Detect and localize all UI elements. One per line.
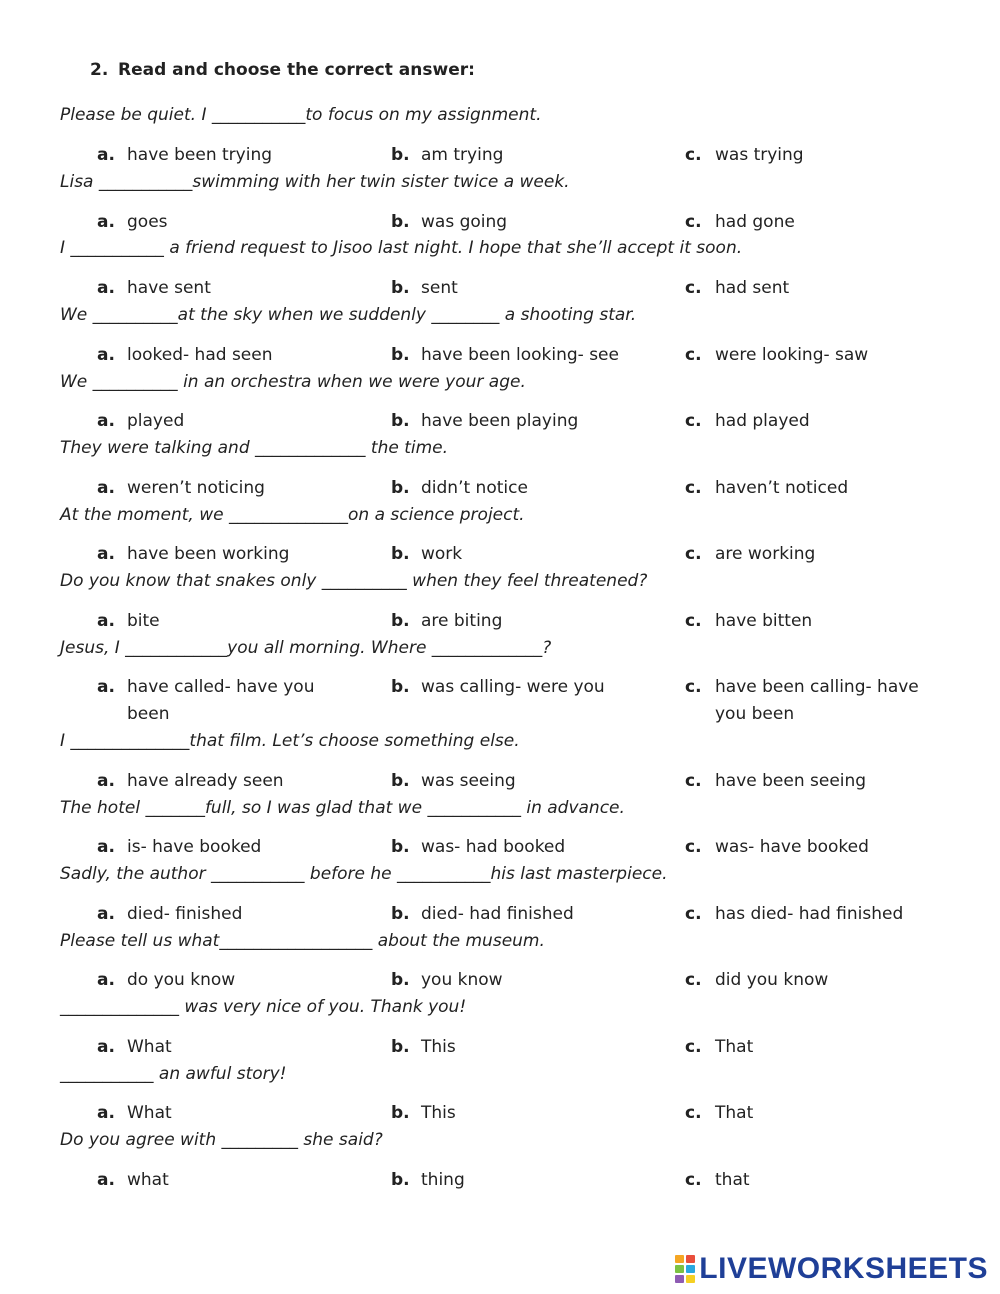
option-letter: a. — [97, 904, 115, 924]
option-letter: a. — [97, 970, 115, 990]
option-letter: c. — [685, 345, 702, 365]
option-b[interactable] — [391, 834, 661, 861]
option-letter: b. — [391, 1170, 410, 1190]
option-b[interactable] — [391, 275, 661, 302]
option-b[interactable] — [391, 768, 661, 795]
option-b[interactable] — [391, 967, 661, 994]
option-letter: c. — [685, 970, 702, 990]
option-b[interactable] — [391, 342, 661, 369]
option-c[interactable] — [685, 1167, 945, 1194]
option-letter: b. — [391, 345, 410, 365]
question-text: Sadly, the author ___________ before he ___________his last masterpiece. — [60, 864, 668, 884]
option-letter: a. — [97, 145, 115, 165]
option-text: was trying — [715, 145, 804, 165]
option-text: played — [127, 411, 185, 431]
option-a[interactable] — [97, 1034, 357, 1061]
option-a[interactable] — [97, 209, 357, 236]
option-letter: c. — [685, 145, 702, 165]
logo-mark-tile — [675, 1265, 684, 1273]
option-text: was calling- were you — [421, 677, 605, 697]
option-a[interactable] — [97, 342, 357, 369]
option-letter: a. — [97, 212, 115, 232]
option-text: have been playing — [421, 411, 579, 431]
question-text: The hotel _______full, so I was glad that we ___________ in advance. — [60, 798, 625, 818]
question-text: Do you know that snakes only __________ when they feel threatened? — [60, 571, 648, 591]
option-letter: a. — [97, 478, 115, 498]
option-b[interactable] — [391, 1034, 661, 1061]
option-text: goes — [127, 212, 168, 232]
question-text: Jesus, I ____________you all morning. Where _____________? — [60, 638, 552, 658]
option-b[interactable] — [391, 408, 661, 435]
option-letter: c. — [685, 544, 702, 564]
option-letter: c. — [685, 278, 702, 298]
option-text: did you know — [715, 970, 829, 990]
option-text: do you know — [127, 970, 236, 990]
option-a[interactable] — [97, 1167, 357, 1194]
section-heading — [90, 60, 475, 80]
option-c[interactable] — [685, 475, 945, 502]
option-text: were looking- saw — [715, 345, 869, 365]
option-text: What — [127, 1037, 172, 1057]
option-text: is- have booked — [127, 837, 262, 857]
option-text: have sent — [127, 278, 211, 298]
option-letter: b. — [391, 904, 410, 924]
option-text: have already seen — [127, 771, 284, 791]
option-letter: c. — [685, 411, 702, 431]
option-c[interactable] — [685, 275, 945, 302]
option-letter: c. — [685, 611, 702, 631]
question-text: I ______________that film. Let’s choose something else. — [60, 731, 520, 751]
option-text: had gone — [715, 212, 795, 232]
option-a[interactable] — [97, 768, 357, 795]
option-text: died- had finished — [421, 904, 574, 924]
option-letter: a. — [97, 544, 115, 564]
option-text: That — [715, 1103, 754, 1123]
option-text: was seeing — [421, 771, 516, 791]
option-text: have called- have you been — [127, 677, 315, 724]
option-b[interactable] — [391, 541, 661, 568]
option-a[interactable] — [97, 967, 357, 994]
option-letter: c. — [685, 837, 702, 857]
option-letter: b. — [391, 1103, 410, 1123]
option-letter: b. — [391, 970, 410, 990]
option-text: has died- had finished — [715, 904, 904, 924]
option-text: work — [421, 544, 463, 564]
option-letter: a. — [97, 1103, 115, 1123]
question-text: Please be quiet. I ___________to focus on my assignment. — [60, 105, 542, 125]
option-letter: b. — [391, 411, 410, 431]
option-c[interactable] — [685, 1034, 945, 1061]
option-b[interactable] — [391, 475, 661, 502]
option-text: looked- had seen — [127, 345, 273, 365]
option-letter: b. — [391, 212, 410, 232]
logo-mark-icon — [675, 1255, 695, 1283]
option-letter: b. — [391, 478, 410, 498]
option-letter: c. — [685, 677, 702, 697]
logo-mark-tile — [686, 1275, 695, 1283]
option-a[interactable] — [97, 901, 357, 928]
option-letter: b. — [391, 677, 410, 697]
option-b[interactable] — [391, 1167, 661, 1194]
option-letter: b. — [391, 278, 410, 298]
option-text: have bitten — [715, 611, 813, 631]
option-letter: c. — [685, 212, 702, 232]
option-letter: b. — [391, 1037, 410, 1057]
question-text: Lisa ___________swimming with her twin sister twice a week. — [60, 172, 570, 192]
option-c[interactable] — [685, 1100, 945, 1127]
option-c[interactable] — [685, 342, 945, 369]
option-c[interactable] — [685, 209, 945, 236]
option-letter: a. — [97, 677, 115, 697]
option-text: That — [715, 1037, 754, 1057]
option-text: What — [127, 1103, 172, 1123]
question-text: I ___________ a friend request to Jisoo last night. I hope that she’ll accept it soon. — [60, 238, 743, 258]
question-text: They were talking and _____________ the time. — [60, 438, 449, 458]
option-letter: a. — [97, 278, 115, 298]
option-b[interactable] — [391, 901, 661, 928]
section-number: 2. — [90, 60, 109, 80]
question-text: Do you agree with _________ she said? — [60, 1130, 383, 1150]
option-letter: c. — [685, 904, 702, 924]
option-b[interactable] — [391, 674, 661, 701]
option-text: bite — [127, 611, 160, 631]
option-b[interactable] — [391, 142, 661, 169]
option-letter: a. — [97, 1037, 115, 1057]
option-letter: c. — [685, 1170, 702, 1190]
option-letter: b. — [391, 544, 410, 564]
option-letter: c. — [685, 1037, 702, 1057]
option-text: was- had booked — [421, 837, 566, 857]
option-c[interactable] — [685, 674, 945, 728]
option-a[interactable] — [97, 142, 357, 169]
option-text: thing — [421, 1170, 465, 1190]
option-a[interactable] — [97, 408, 357, 435]
option-a[interactable] — [97, 834, 357, 861]
liveworksheets-logo — [675, 1252, 988, 1286]
option-text: have been trying — [127, 145, 273, 165]
section-title: Read and choose the correct answer: — [118, 60, 475, 80]
option-c[interactable] — [685, 901, 945, 928]
option-text: are working — [715, 544, 816, 564]
question-text: We __________at the sky when we suddenly ________ a shooting star. — [60, 305, 637, 325]
logo-mark-tile — [686, 1255, 695, 1263]
option-a[interactable] — [97, 475, 357, 502]
logo-mark-tile — [675, 1255, 684, 1263]
option-text: weren’t noticing — [127, 478, 265, 498]
option-b[interactable] — [391, 608, 661, 635]
option-text: have been seeing — [715, 771, 867, 791]
option-c[interactable] — [685, 541, 945, 568]
option-text: died- finished — [127, 904, 243, 924]
question-text: ___________ an awful story! — [60, 1064, 287, 1084]
option-text: This — [421, 1037, 456, 1057]
option-text: This — [421, 1103, 456, 1123]
option-text: what — [127, 1170, 169, 1190]
option-text: that — [715, 1170, 750, 1190]
option-letter: a. — [97, 1170, 115, 1190]
option-c[interactable] — [685, 608, 945, 635]
option-text: was going — [421, 212, 508, 232]
option-text: sent — [421, 278, 458, 298]
option-c[interactable] — [685, 967, 945, 994]
option-letter: a. — [97, 345, 115, 365]
option-letter: a. — [97, 611, 115, 631]
option-letter: a. — [97, 771, 115, 791]
option-c[interactable] — [685, 408, 945, 435]
option-c[interactable] — [685, 142, 945, 169]
option-text: have been working — [127, 544, 290, 564]
question-text: We __________ in an orchestra when we were your age. — [60, 372, 526, 392]
option-letter: c. — [685, 1103, 702, 1123]
option-letter: c. — [685, 478, 702, 498]
option-letter: b. — [391, 145, 410, 165]
option-letter: a. — [97, 411, 115, 431]
option-letter: a. — [97, 837, 115, 857]
option-a[interactable] — [97, 1100, 357, 1127]
option-b[interactable] — [391, 1100, 661, 1127]
option-letter: c. — [685, 771, 702, 791]
logo-text: LIVEWORKSHEETS — [699, 1252, 988, 1285]
question-text: Please tell us what__________________ about the museum. — [60, 931, 545, 951]
option-c[interactable] — [685, 834, 945, 861]
option-text: was- have booked — [715, 837, 869, 857]
question-text: ______________ was very nice of you. Thank you! — [60, 997, 467, 1017]
option-c[interactable] — [685, 768, 945, 795]
option-a[interactable] — [97, 275, 357, 302]
option-a[interactable] — [97, 608, 357, 635]
logo-mark-tile — [675, 1275, 684, 1283]
option-a[interactable] — [97, 541, 357, 568]
option-text: are biting — [421, 611, 503, 631]
option-a[interactable] — [97, 674, 357, 728]
option-b[interactable] — [391, 209, 661, 236]
option-text: had played — [715, 411, 810, 431]
option-text: have been looking- see — [421, 345, 619, 365]
option-letter: b. — [391, 771, 410, 791]
option-text: didn’t notice — [421, 478, 528, 498]
question-text: At the moment, we ______________on a science project. — [60, 505, 525, 525]
option-text: you know — [421, 970, 503, 990]
option-text: am trying — [421, 145, 504, 165]
option-text: have been calling- have you been — [715, 677, 919, 724]
option-text: had sent — [715, 278, 790, 298]
option-letter: b. — [391, 611, 410, 631]
option-text: haven’t noticed — [715, 478, 849, 498]
logo-mark-tile — [686, 1265, 695, 1273]
option-letter: b. — [391, 837, 410, 857]
